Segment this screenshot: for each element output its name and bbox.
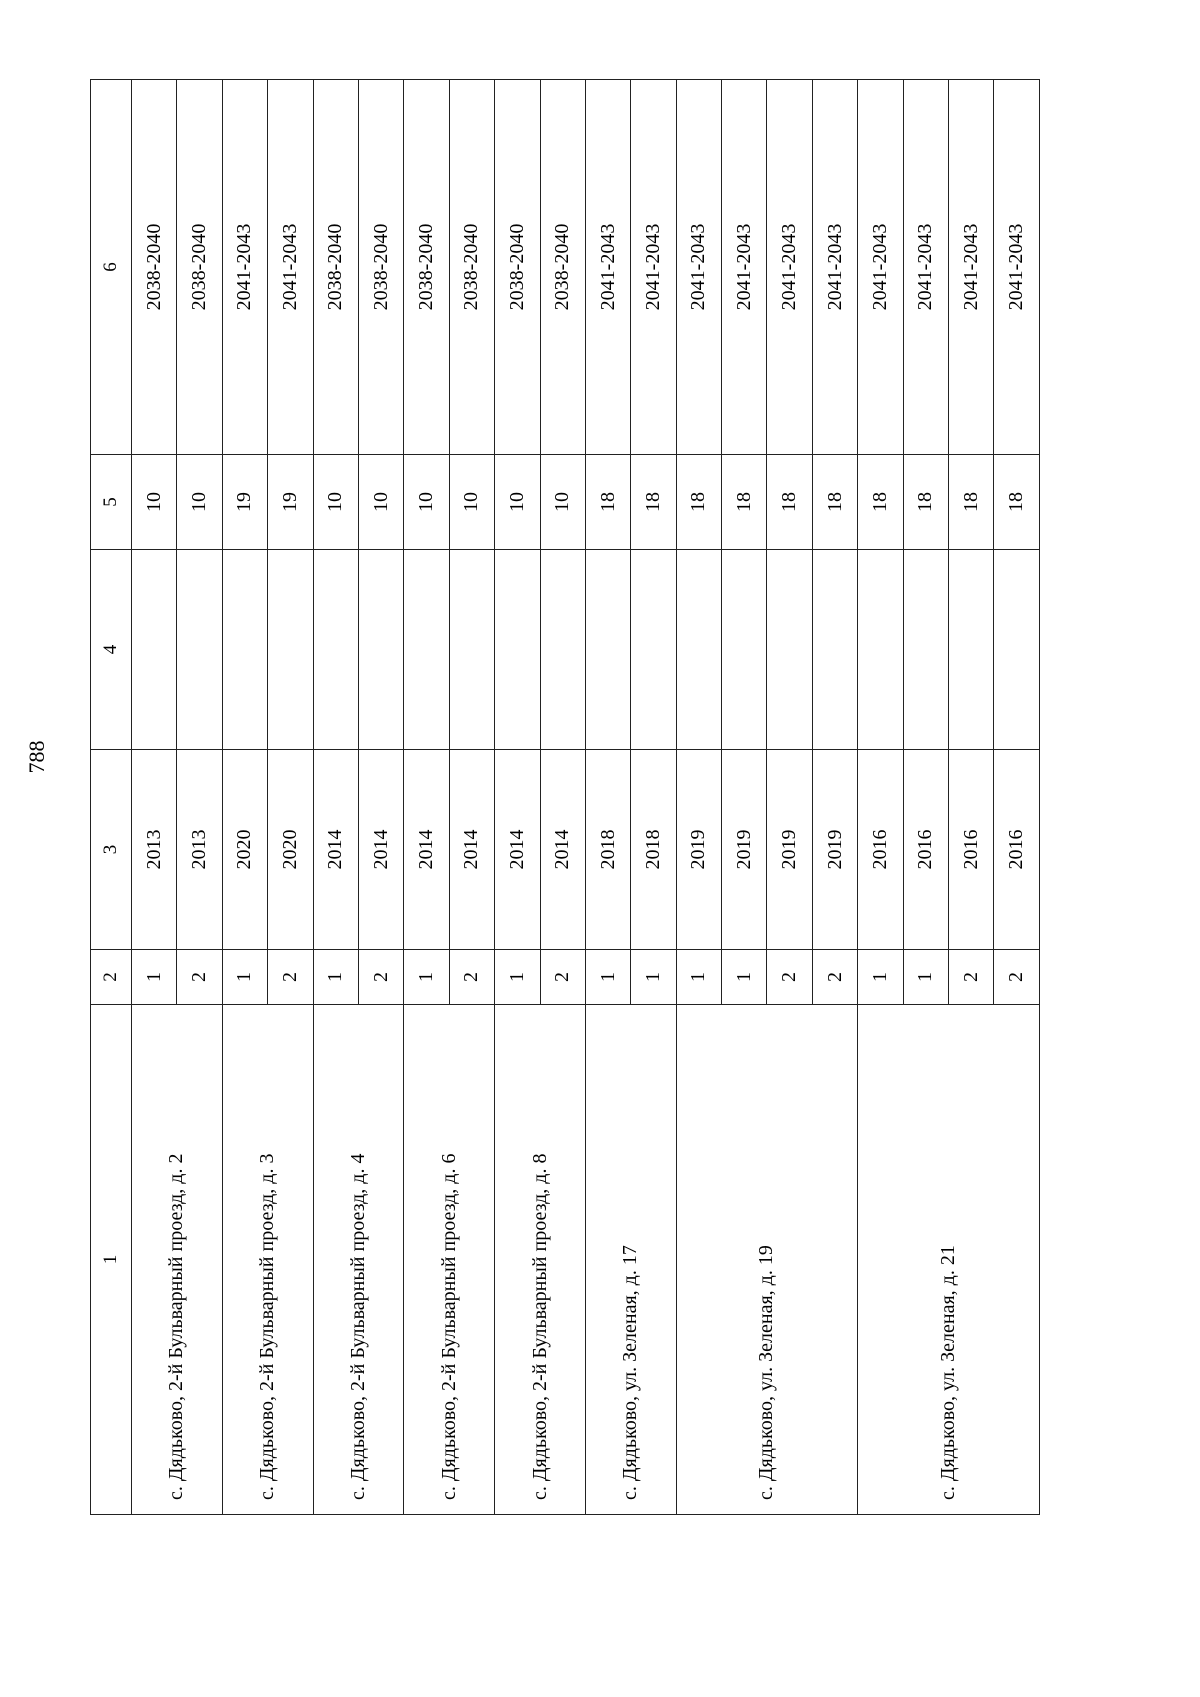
cell-c5: 18 <box>631 455 676 550</box>
cell-c2: 1 <box>722 950 767 1005</box>
cell-c5: 19 <box>268 455 313 550</box>
cell-c3: 2019 <box>722 750 767 950</box>
cell-c3: 2014 <box>495 750 540 950</box>
cell-c4 <box>177 550 222 750</box>
cell-c6: 2038-2040 <box>177 80 222 455</box>
table-body <box>132 80 1040 1515</box>
cell-c6: 2041-2043 <box>903 80 948 455</box>
cell-c5: 18 <box>722 455 767 550</box>
table-row <box>404 80 449 1515</box>
cell-c5: 18 <box>949 455 994 550</box>
table-row <box>858 80 903 1515</box>
cell-c6: 2041-2043 <box>722 80 767 455</box>
cell-c5: 10 <box>313 455 358 550</box>
cell-c2: 1 <box>313 950 358 1005</box>
column-header: 1 <box>91 1005 132 1515</box>
cell-c2: 2 <box>994 950 1040 1005</box>
column-header: 4 <box>91 550 132 750</box>
cell-c5: 10 <box>177 455 222 550</box>
cell-c3: 2019 <box>812 750 857 950</box>
cell-c3: 2020 <box>222 750 267 950</box>
cell-c3: 2016 <box>949 750 994 950</box>
cell-c2: 2 <box>949 950 994 1005</box>
cell-c5: 18 <box>767 455 812 550</box>
cell-c2: 1 <box>631 950 676 1005</box>
cell-c3: 2014 <box>313 750 358 950</box>
cell-c2: 2 <box>540 950 585 1005</box>
header-row <box>91 80 132 1515</box>
cell-c6: 2041-2043 <box>949 80 994 455</box>
cell-c3: 2014 <box>404 750 449 950</box>
cell-c5: 18 <box>994 455 1040 550</box>
cell-c3: 2014 <box>540 750 585 950</box>
cell-c2: 1 <box>585 950 630 1005</box>
address-cell: с. Дядьково, ул. Зеленая, д. 19 <box>676 1005 858 1515</box>
cell-c2: 1 <box>404 950 449 1005</box>
cell-c5: 10 <box>540 455 585 550</box>
cell-c2: 1 <box>676 950 721 1005</box>
cell-c5: 10 <box>495 455 540 550</box>
cell-c3: 2019 <box>676 750 721 950</box>
cell-c2: 2 <box>812 950 857 1005</box>
address-cell: с. Дядьково, 2-й Бульварный проезд, д. 8 <box>495 1005 586 1515</box>
address-cell: с. Дядьково, 2-й Бульварный проезд, д. 6 <box>404 1005 495 1515</box>
cell-c3: 2013 <box>177 750 222 950</box>
page-number: 788 <box>24 740 49 774</box>
rotated-table-container <box>90 80 1040 1515</box>
cell-c4 <box>676 550 721 750</box>
cell-c2: 1 <box>495 950 540 1005</box>
cell-c2: 2 <box>767 950 812 1005</box>
cell-c5: 10 <box>132 455 177 550</box>
cell-c4 <box>404 550 449 750</box>
cell-c2: 2 <box>358 950 403 1005</box>
cell-c6: 2038-2040 <box>358 80 403 455</box>
cell-c3: 2016 <box>994 750 1040 950</box>
cell-c2: 2 <box>177 950 222 1005</box>
cell-c4 <box>903 550 948 750</box>
cell-c2: 1 <box>132 950 177 1005</box>
cell-c6: 2041-2043 <box>222 80 267 455</box>
cell-c5: 19 <box>222 455 267 550</box>
cell-c4 <box>449 550 494 750</box>
cell-c3: 2019 <box>767 750 812 950</box>
cell-c5: 18 <box>812 455 857 550</box>
cell-c4 <box>994 550 1040 750</box>
cell-c4 <box>858 550 903 750</box>
cell-c3: 2014 <box>449 750 494 950</box>
cell-c3: 2020 <box>268 750 313 950</box>
column-header: 5 <box>91 455 132 550</box>
cell-c4 <box>313 550 358 750</box>
cell-c6: 2041-2043 <box>858 80 903 455</box>
cell-c6: 2038-2040 <box>540 80 585 455</box>
cell-c4 <box>949 550 994 750</box>
cell-c6: 2041-2043 <box>812 80 857 455</box>
cell-c4 <box>767 550 812 750</box>
cell-c4 <box>631 550 676 750</box>
cell-c6: 2038-2040 <box>449 80 494 455</box>
cell-c5: 18 <box>903 455 948 550</box>
table-row <box>222 80 267 1515</box>
cell-c6: 2038-2040 <box>404 80 449 455</box>
cell-c4 <box>585 550 630 750</box>
cell-c6: 2041-2043 <box>767 80 812 455</box>
cell-c4 <box>358 550 403 750</box>
cell-c5: 10 <box>449 455 494 550</box>
cell-c3: 2018 <box>631 750 676 950</box>
cell-c4 <box>268 550 313 750</box>
cell-c3: 2013 <box>132 750 177 950</box>
cell-c5: 10 <box>358 455 403 550</box>
cell-c4 <box>722 550 767 750</box>
address-cell: с. Дядьково, ул. Зеленая, д. 17 <box>585 1005 676 1515</box>
cell-c2: 1 <box>903 950 948 1005</box>
cell-c4 <box>222 550 267 750</box>
address-cell: с. Дядьково, 2-й Бульварный проезд, д. 4 <box>313 1005 404 1515</box>
cell-c2: 2 <box>268 950 313 1005</box>
address-cell: с. Дядьково, 2-й Бульварный проезд, д. 3 <box>222 1005 313 1515</box>
cell-c3: 2018 <box>585 750 630 950</box>
table-row <box>313 80 358 1515</box>
cell-c6: 2038-2040 <box>313 80 358 455</box>
cell-c6: 2038-2040 <box>132 80 177 455</box>
column-header: 2 <box>91 950 132 1005</box>
cell-c3: 2014 <box>358 750 403 950</box>
table-row <box>495 80 540 1515</box>
cell-c3: 2016 <box>858 750 903 950</box>
table-row <box>676 80 721 1515</box>
cell-c6: 2041-2043 <box>585 80 630 455</box>
column-header: 6 <box>91 80 132 455</box>
address-cell: с. Дядьково, ул. Зеленая, д. 21 <box>858 1005 1040 1515</box>
cell-c4 <box>495 550 540 750</box>
cell-c4 <box>132 550 177 750</box>
cell-c5: 18 <box>585 455 630 550</box>
cell-c3: 2016 <box>903 750 948 950</box>
cell-c5: 18 <box>858 455 903 550</box>
cell-c5: 10 <box>404 455 449 550</box>
cell-c6: 2041-2043 <box>268 80 313 455</box>
cell-c6: 2041-2043 <box>631 80 676 455</box>
cell-c6: 2038-2040 <box>495 80 540 455</box>
column-header: 3 <box>91 750 132 950</box>
table-row <box>585 80 630 1515</box>
cell-c4 <box>540 550 585 750</box>
cell-c2: 2 <box>449 950 494 1005</box>
cell-c4 <box>812 550 857 750</box>
cell-c2: 1 <box>222 950 267 1005</box>
cell-c6: 2041-2043 <box>994 80 1040 455</box>
cell-c2: 1 <box>858 950 903 1005</box>
cell-c5: 18 <box>676 455 721 550</box>
address-cell: с. Дядьково, 2-й Бульварный проезд, д. 2 <box>132 1005 223 1515</box>
table-row <box>132 80 177 1515</box>
data-table <box>90 79 1040 1515</box>
cell-c6: 2041-2043 <box>676 80 721 455</box>
